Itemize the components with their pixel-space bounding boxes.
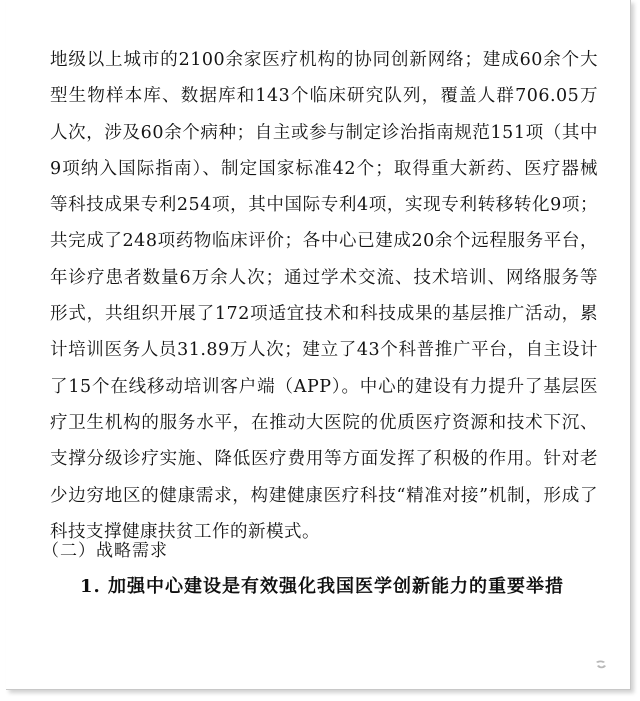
- section-heading: （二）战略需求: [42, 541, 168, 561]
- document-body: [50, 42, 598, 550]
- watermark-logo-icon: [594, 659, 608, 671]
- body-paragraph: 地级以上城市的2100余家医疗机构的协同创新网络；建成60余个大型生物样本库、数据库和143个临床研究队列，覆盖人群706.05万人次，涉及60余个病种；自主或参与制定诊治指南规范151项（其中9项纳入国际指南）、制定国家标准42个；取得重大新药、医疗器械等科技成果专利254项，其中国际专利4项，实现专利转移转化9项；共完成了248项药物临床评价；各中心已建成20余个远程服务平台，年诊疗患者数量6万余人次；通过学术交流、技术培训、网络服务等形式，共组织开展了172项适宜技术和科技成果的基层推广活动，累计培训医务人员31.89万人次；建立了43个科普推广平台，自主设计了15个在线移动培训客户端（APP）。中心的建设有力提升了基层医疗卫生机构的服务水平，在推动大医院的优质医疗资源和技术下沉、支撑分级诊疗实施、降低医疗费用等方面发挥了积极的作用。针对老少边穷地区的健康需求，构建健康医疗科技“精准对接”机制，形成了科技支撑健康扶贫工作的新模式。: [50, 50, 598, 542]
- document-page: [6, 0, 631, 690]
- item-heading: 1. 加强中心建设是有效强化我国医学创新能力的重要举措: [80, 576, 565, 597]
